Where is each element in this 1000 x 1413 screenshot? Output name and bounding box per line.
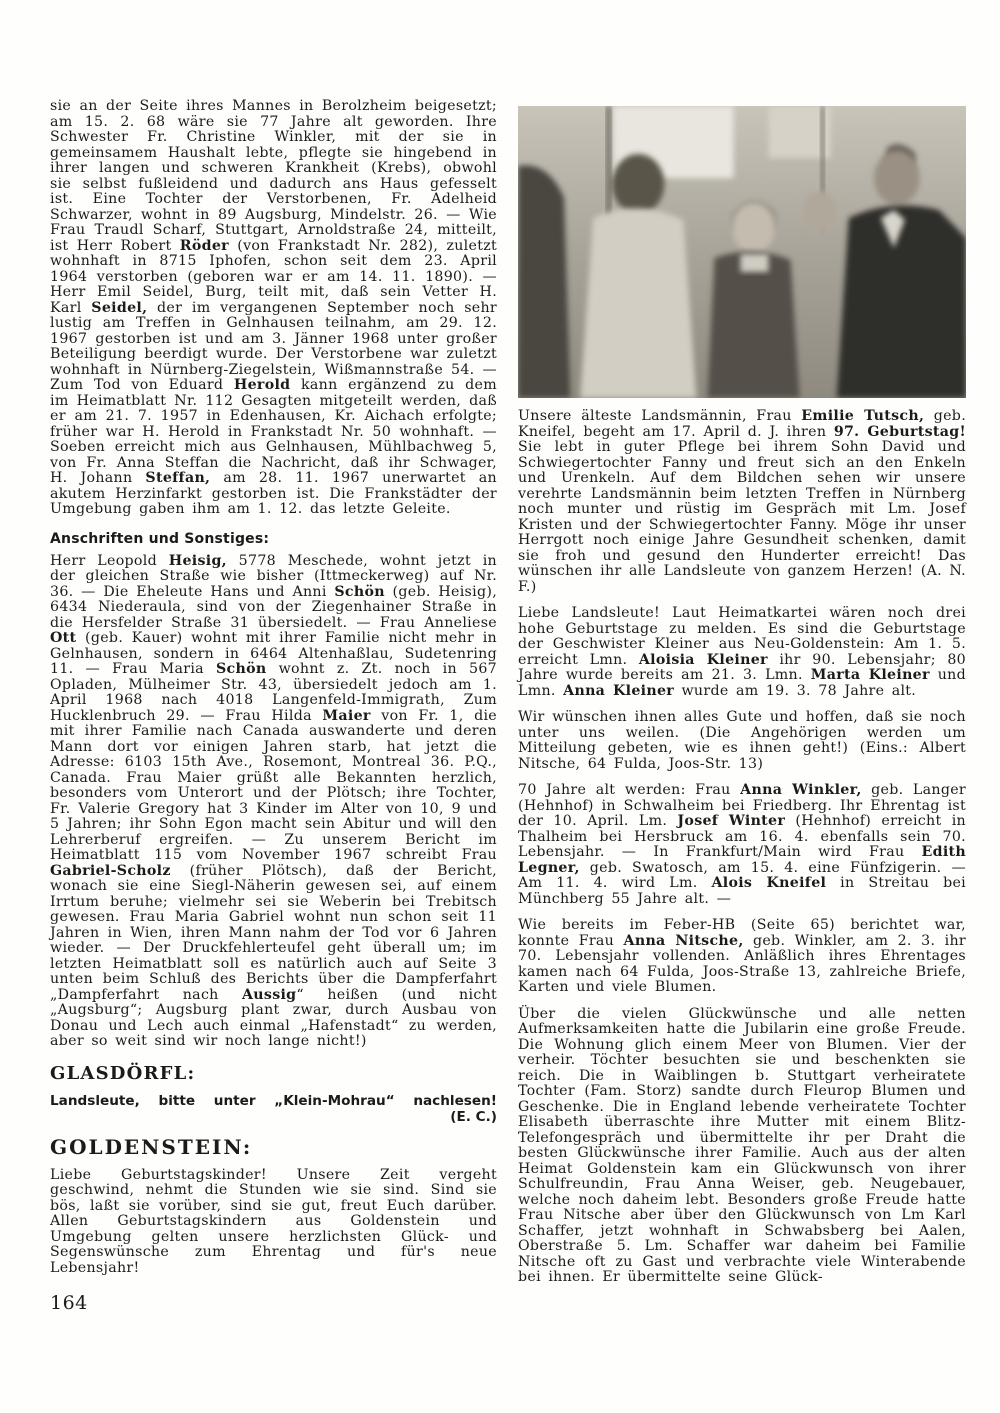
obituaries-paragraph: sie an der Seite ihres Mannes in Berolzheim beigesetzt; am 15. 2. 68 wäre sie 77 Jahre alt geworden. Ihre Schwester Fr. Christine Winkler, mit der sie in gemeinsamem Haushalt lebte, pflegte sie hingebend in ihrer langen und schweren Krankheit (Krebs), obwohl sie selbst fußleidend und dadurch ans Haus gefesselt ist. Eine Tochter der Verstorbenen, Fr. Adelheid Schwarzer, wohnt in 89 Augsburg, Mindelstr. 26. — Wie Frau Traudl Scharf, Stuttgart, Arnoldstraße 24, mitteilt, ist Herr Robert Röder (von Frankstadt Nr. 282), zuletzt wohnhaft in 8715 Iphofen, schon seit dem 23. April 1964 verstorben (geboren war er am 14. 11. 1890). — Herr Emil Seidel, Burg, teilt mit, daß sein Vetter H. Karl Seidel, der im vergangenen September noch sehr lustig am Treffen in Gelnhausen teilnahm, am 29. 12. 1967 gestorben ist und am 3. Jänner 1968 unter großer Beteiligung beerdigt wurde. Der Verstorbene war zuletzt wohnhaft in Nürnberg-Ziegelstein, Wißmannstraße 54. — Zum Tod von Eduard Herold kann ergänzend zu dem im Heimatblatt Nr. 112 Gesagten mitgeteilt werden, daß er am 21. 7. 1957 in Edenhausen, Kr. Aichach erfolgte; früher war H. Herold in Frankstadt Nr. 50 wohnhaft. — Soeben erreicht mich aus Gelnhausen, Mühlbachweg 5, von Fr. Anna Steffan die Nachricht, daß ihr Schwager, H. Johann Steffan, am 28. 11. 1967 unerwartet an akutem Herzinfarkt gestorben ist. Die Frankstädter der Umgebung gaben ihm am 1. 12. das letzte Geleite. [50, 98, 497, 517]
glasdoerfl-note: Landsleute, bitte unter „Klein-Mohrau“ nachlesen! [50, 1092, 497, 1109]
congratulations-paragraph: Über die vielen Glückwünsche und alle netten Aufmerksamkeiten hatte die Jubilarin eine große Freude. Die Wohnung glich einem Meer von Blumen. Vier der verheir. Töchter besuchten sie und beschenkten sie reich. Die in Waiblingen b. Stuttgart verheiratete Tochter (Fam. Storz) sandte durch Fleurop Blumen und Geschenke. Die in England lebende verheiratete Tochter Elisabeth überraschte ihre Mutter mit einem Blitz-Telefongespräch und übermittelte ihr per Draht die besten Glückwünsche ihrer Familie. Auch aus der alten Heimat Goldenstein kam ein Glückwunsch von ihrer Schulfreundin, Frau Anna Weiser, geb. Neugebauer, welche noch daheim lebt. Besonders große Freude hatte Frau Nitsche aber über den Glückwunsch von Lm Karl Schaffer, jetzt wohnhaft in Schwabsberg bei Aalen, Oberstraße 5. Lm. Schaffer war daheim bei Familie Nitsche oft zu Gast und verbrachte viele Winterabende bei ihnen. Er übermittelte seine Glück- [518, 1005, 966, 1285]
wishes-paragraph: Wir wünschen ihnen alles Gute und hoffen, daß sie noch unter uns weilen. (Die Angehörigen werden um Mitteilung gebeten, wie es ihnen geht!) (Eins.: Albert Nitsche, 64 Fulda, Joos-Str. 13) [518, 709, 966, 772]
goldenstein-heading: GOLDENSTEIN: [50, 1134, 253, 1159]
right-column [518, 106, 966, 1297]
seventy-birthdays-paragraph: 70 Jahre alt werden: Frau Anna Winkler, geb. Langer (Hehnhof) in Schwalheim bei Friedberg. Ihr Ehrentag ist der 10. April. Lm. Josef Winter (Hehnhof) erreicht in Thalheim bei Hersbruck am 16. 4. ebenfalls sein 70. Lebensjahr. — In Frankfurt/Main wird Frau Edith Legner, geb. Swatosch, am 15. 4. eine Fünfzigerin. — Am 11. 4. wird Lm. Alois Kneifel in Streitau bei Münchberg 55 Jahre alt. — [518, 782, 967, 907]
glasdoerfl-signature: (E. C.) [450, 1108, 497, 1125]
tutsch-birthday-paragraph: Unsere älteste Landsmännin, Frau Emilie Tutsch, geb. Kneifel, begeht am 17. April d. J. ihren 97. Geburtstag! Sie lebt in guter Pflege bei ihrem Sohn David und Schwiegertochter Fanny und freut sich an den Enkeln und Urenkeln. Auf dem Bildchen sehen wir unsere verehrte Landsmännin beim letzten Treffen in Nürnberg noch munter und rüstig im Gespräch mit Lm. Josef Kristen und der Schwiegertochter Fanny. Möge ihr unser Herrgott noch einige Jahre Gesundheit schenken, damit sie froh und gesund den Hunderter erreicht! Das wünschen ihr alle Landsleute von ganzem Herzen! (A. N. F.) [518, 408, 967, 595]
goldenstein-paragraph: Liebe Geburtstagskinder! Unsere Zeit vergeht geschwind, nehmt die Stunden wie sie sind. Sind sie bös, laßt sie vorüber, sind sie gut, freut Euch darüber. Allen Geburtstagskindern aus Goldenstein und Umgebung gelten unsere herzlichsten Glück- und Segenswünsche zum Ehrentag und für's neue Lebensjahr! [50, 1166, 497, 1276]
left-column [50, 99, 497, 1289]
glasdoerfl-heading: GLASDÖRFL: [50, 1062, 196, 1084]
nitsche-birthday-paragraph: Wie bereits im Feber-HB (Seite 65) berichtet war, konnte Frau Anna Nitsche, geb. Winkler, am 2. 3. ihr 70. Lebensjahr vollenden. Anläßlich ihres Ehrentages kamen nach 64 Fulda, Joos-Straße 13, zahlreiche Briefe, Karten und viele Blumen. [518, 917, 966, 995]
addresses-paragraph: Herr Leopold Heisig, 5778 Meschede, wohnt jetzt in der gleichen Straße wie bisher (Ittmeckerweg) auf Nr. 36. — Die Eheleute Hans und Anni Schön (geb. Heisig), 6434 Niederaula, sind von der Ziegenhainer Straße in die Hersfelder Straße 31 übersiedelt. — Frau Anneliese Ott (geb. Kauer) wohnt mit ihrer Familie nicht mehr in Gelnhausen, sondern in 6464 Altenhaßlau, Sudetenring 11. — Frau Maria Schön wohnt z. Zt. noch in 567 Opladen, Mülheimer Str. 43, übersiedelt jedoch am 1. April 1968 nach 4018 Langenfeld-Immigrath, Zum Hucklenbruch 29. — Frau Hilda Maier von Fr. 1, die mit ihrer Familie nach Canada auswanderte und deren Mann dort vor einigen Jahren starb, hat jetzt die Adresse: 6103 15th Ave., Rosemont, Montreal 36. P.Q., Canada. Frau Maier grüßt alle Bekannten herzlich, besonders vom Unterort und der Plötsch; ihre Tochter, Fr. Valerie Gregory hat 3 Kinder im Alter von 10, 9 und 5 Jahren; ihr Sohn Egon macht sein Abitur und will den Lehrerberuf ergreifen. — Zu unserem Bericht im Heimatblatt 115 vom November 1967 schreibt Frau Gabriel-Scholz (früher Plötsch), daß der Bericht, wonach sie eine Siegl-Näherin gewesen sei, auf einem Irrtum beruhe; vielmehr sei sie Weberin bei Trebitsch gewesen. Frau Maria Gabriel wohnt nun schon seit 11 Jahren in Wien, ihren Mann nahm der Tod vor 6 Jahren wieder. — Der Druckfehlerteufel geht überall um; im letzten Heimatblatt soll es natürlich auch auf Seite 3 unten beim Schluß des Berichts über die Dampferfahrt „Dampferfahrt nach Aussig“ heißen (und nicht „Augsburg“; Augsburg plant zwar, durch Ausbau von Donau und Lech auch einmal „Hafenstadt“ zu werden, aber so weit sind wir noch lange nicht!) [50, 552, 498, 1049]
group-photo-illustration [518, 106, 966, 398]
anschriften-heading: Anschriften und Sonstiges: [50, 530, 270, 547]
kleiner-siblings-paragraph: Liebe Landsleute! Laut Heimatkartei wären noch drei hohe Geburtstage zu melden. Es sind die Geburtstage der Geschwister Kleiner aus Neu-Goldenstein: Am 1. 5. erreicht Lmn. Aloisia Kleiner ihr 90. Lebensjahr; 80 Jahre wurde bereits am 21. 3. Lmn. Marta Kleiner und Lmn. Anna Kleiner wurde am 19. 3. 78 Jahre alt. [518, 605, 966, 699]
group-photo [518, 106, 966, 398]
page-number: 164 [50, 1292, 88, 1314]
